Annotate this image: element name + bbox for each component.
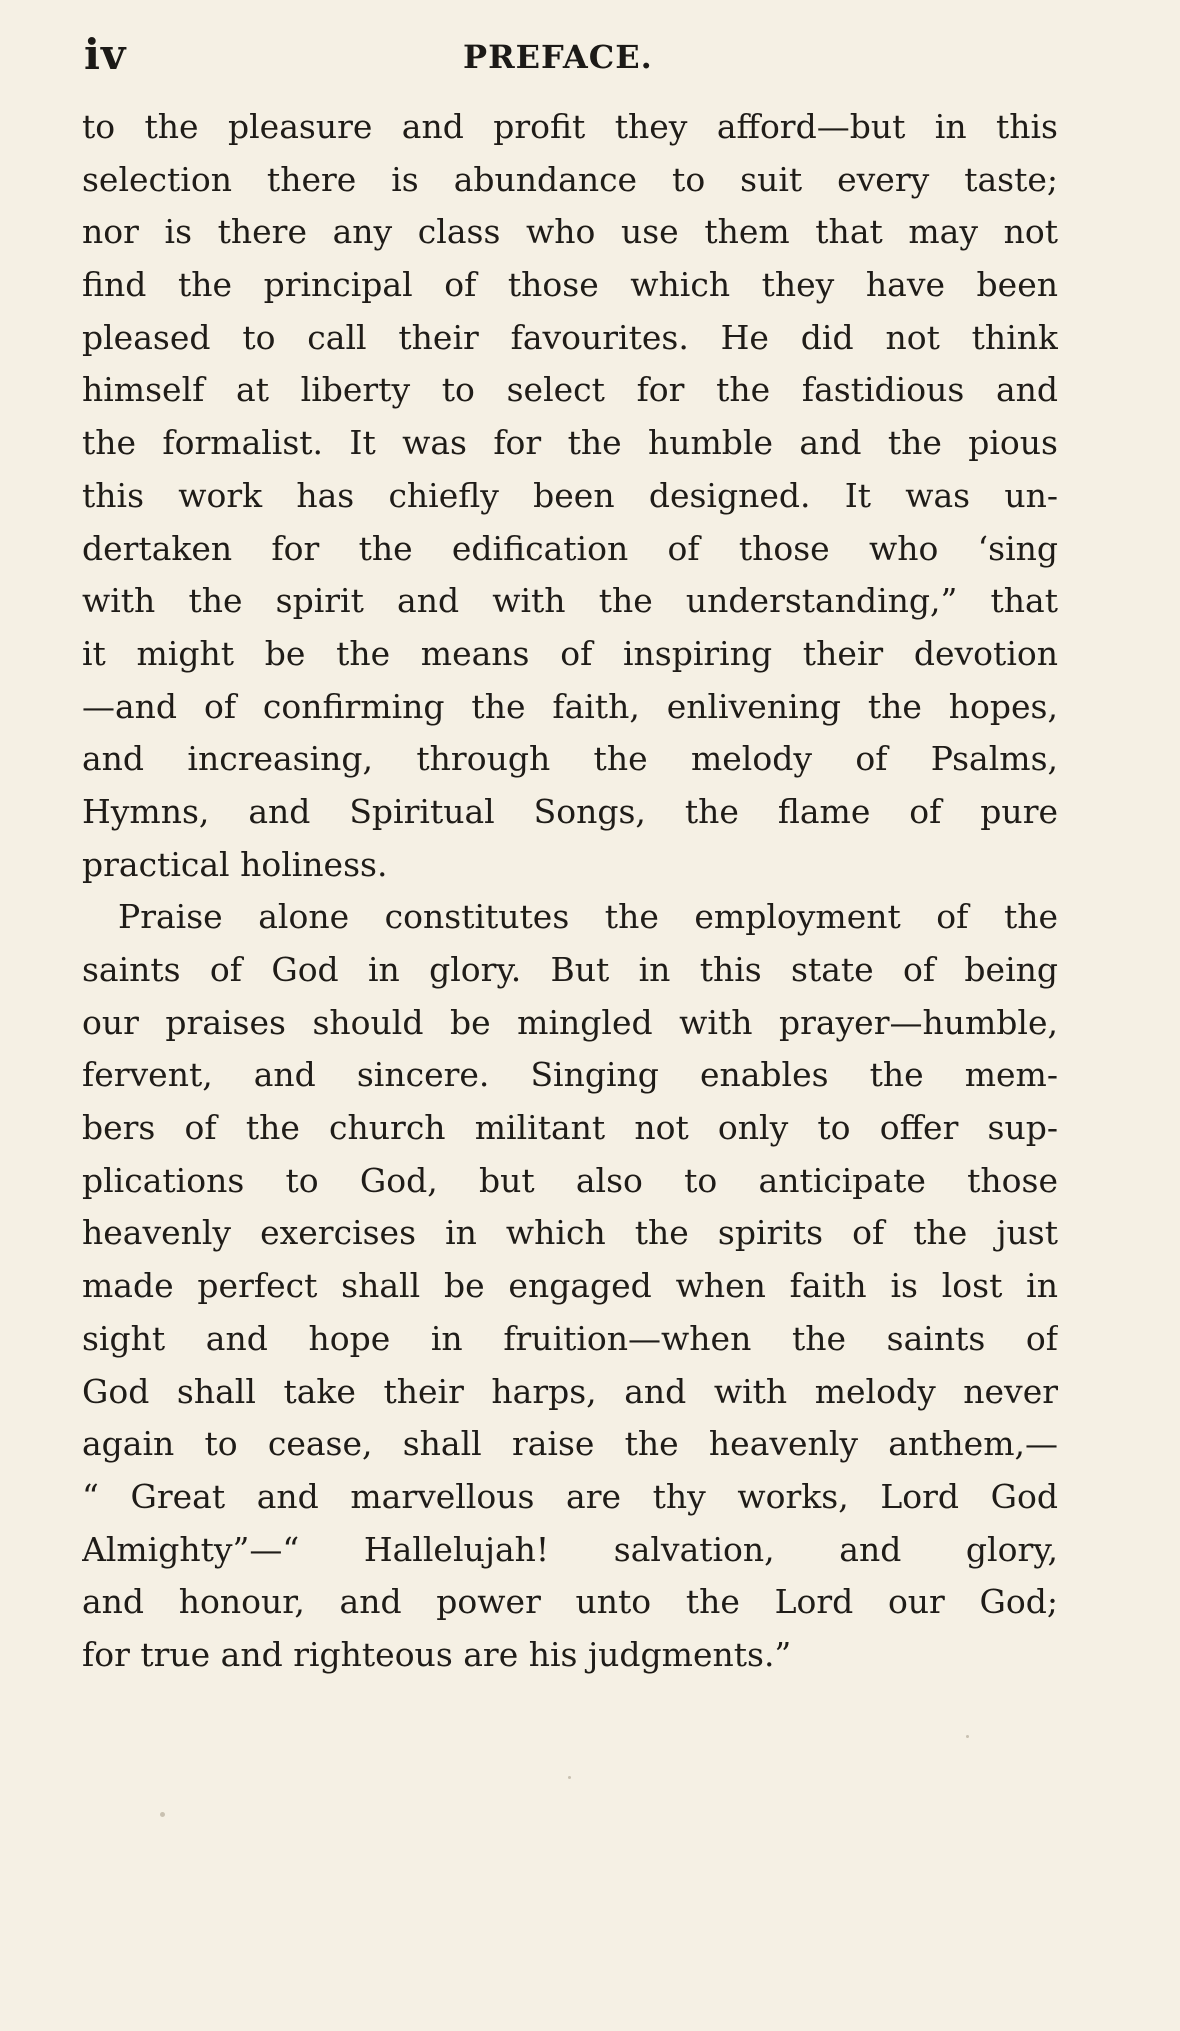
text-line: and honour, and power unto the Lord our God; xyxy=(82,1582,1058,1622)
text-line: heavenly exercises in which the spirits of the just xyxy=(82,1213,1058,1253)
paper-speck xyxy=(160,1812,165,1817)
text-line: Hymns, and Spiritual Songs, the flame of pure xyxy=(82,791,1058,831)
text-line: selection there is abundance to suit every taste; xyxy=(82,159,1058,199)
text-line: practical holiness. xyxy=(82,844,388,884)
text-line: nor is there any class who use them that may not xyxy=(82,212,1058,252)
text-line: bers of the church militant not only to offer sup- xyxy=(82,1108,1058,1148)
text-line: Almighty”—“ Hallelujah! salvation, and glory, xyxy=(82,1529,1058,1569)
text-line: pleased to call their favourites. He did not think xyxy=(82,317,1058,357)
page-number: iv xyxy=(84,30,127,79)
text-line: to the pleasure and profit they afford—but in this xyxy=(82,107,1058,146)
text-line: sight and hope in fruition—when the saints of xyxy=(82,1318,1058,1358)
text-line: this work has chiefly been designed. It was un- xyxy=(82,475,1058,515)
text-line: the formalist. It was for the humble and the pious xyxy=(82,423,1058,463)
text-line: for true and righteous are his judgments.” xyxy=(82,1634,792,1674)
text-line: Praise alone constitutes the employment of the xyxy=(118,897,1058,937)
text-line: himself at liberty to select for the fastidious and xyxy=(82,370,1058,410)
text-line: again to cease, shall raise the heavenly anthem,— xyxy=(82,1424,1058,1464)
paper-speck xyxy=(966,1735,969,1738)
text-line: plications to God, but also to anticipate those xyxy=(82,1160,1058,1200)
text-line: our praises should be mingled with prayer—humble, xyxy=(82,1002,1058,1042)
paragraph-2 xyxy=(82,891,1058,1681)
text-line: God shall take their harps, and with melody never xyxy=(82,1371,1058,1411)
text-line: saints of God in glory. But in this state of being xyxy=(82,950,1058,989)
text-line: dertaken for the edification of those who ‘sing xyxy=(82,528,1058,568)
text-line: with the spirit and with the understanding,” that xyxy=(82,581,1058,621)
paragraph-1 xyxy=(82,101,1058,891)
text-line: and increasing, through the melody of Psalms, xyxy=(82,739,1058,779)
text-line: —and of confirming the faith, enlivening the hopes, xyxy=(82,686,1058,726)
page-header xyxy=(84,30,1054,90)
running-head: PREFACE. xyxy=(463,38,653,76)
text-line: made perfect shall be engaged when faith is lost in xyxy=(82,1266,1058,1306)
text-line: it might be the means of inspiring their devotion xyxy=(82,633,1058,673)
text-line: fervent, and sincere. Singing enables the mem- xyxy=(82,1055,1058,1095)
text-line: find the principal of those which they have been xyxy=(82,265,1058,305)
text-line: “ Great and marvellous are thy works, Lord God xyxy=(82,1476,1058,1516)
body-text xyxy=(82,101,1058,1682)
paper-speck xyxy=(568,1776,571,1779)
